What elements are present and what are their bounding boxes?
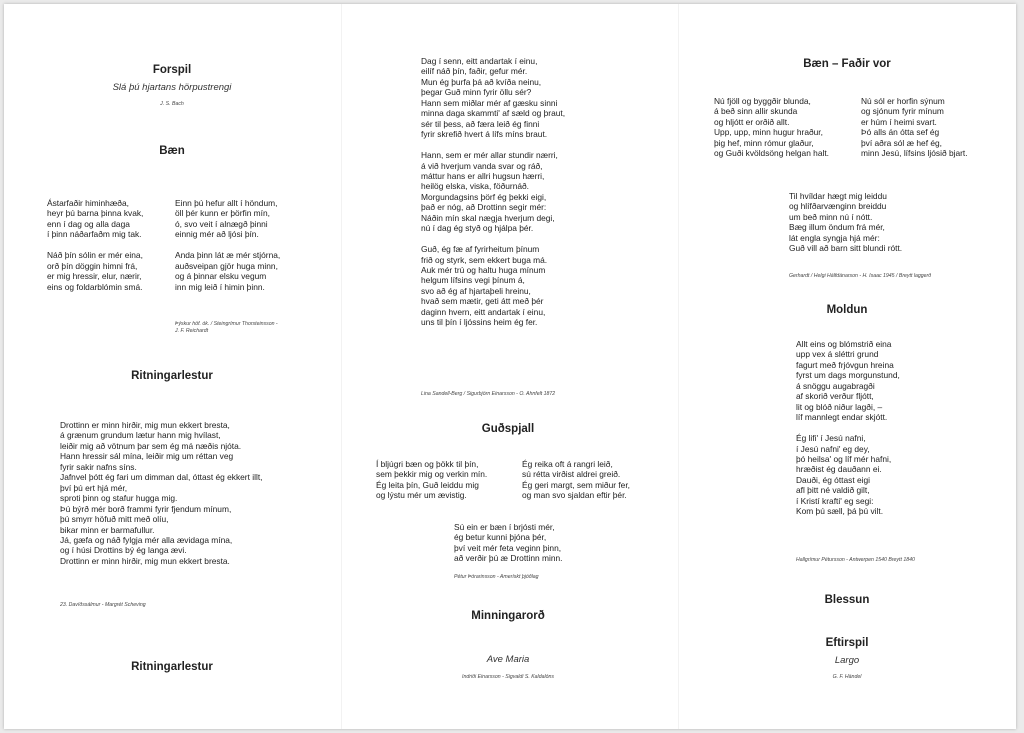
verse-line: Guð, ég fæ af fyrirheitum þínum (421, 244, 540, 255)
fold-line-left (341, 4, 342, 729)
gudspjall-verse-stanza3 (454, 522, 562, 564)
verse-line: sú rétta virðist aldrei greið. (522, 469, 621, 480)
verse-line: á grænum grundum lætur hann mig hvílast, (60, 430, 221, 441)
ritning1-credit: 23. Davíðssálmur - Margrét Scheving (60, 602, 146, 608)
verse-stanza (796, 433, 900, 517)
verse-line: það er nóg, að Drottinn segir mér: (421, 202, 547, 213)
verse-line: Í bljúgri bæn og þökk til þín, (376, 459, 479, 469)
verse-line: enn í dag og alla daga (47, 218, 130, 229)
verse-line: Morgundagsins þörf ég þekki eigi, (421, 191, 547, 202)
verse-line: fyrir skrefið hvert á lífs míns braut. (421, 129, 548, 140)
verse-line: Einn þú hefur allt í höndum, (175, 198, 278, 208)
verse-line: leiðir mig að vötnum þar sem ég má næðis njóta. (60, 440, 242, 451)
verse-line: Já, gæfa og náð fylgja mér alla ævidaga mína, (60, 534, 233, 545)
verse-line: að verðir þú æ Drottinn minn. (454, 553, 563, 564)
verse-line: sér til þess, að færa leið ég finni (421, 118, 540, 129)
verse-line: þú smyrr höfuð mitt með olíu, (60, 514, 169, 525)
verse-line: Dag í senn, eitt andartak í einu, (421, 56, 538, 66)
verse-line: og í húsi Drottins bý ég langa ævi. (60, 545, 187, 556)
verse-line: frið og styrk, sem ekkert buga má. (421, 254, 548, 265)
forspil-credit: J. S. Bach (160, 101, 184, 107)
fadir-vor-verse-col1 (714, 96, 829, 159)
verse-line: upp vex á sléttri grund (796, 349, 879, 360)
verse-stanza (175, 250, 280, 292)
ritning2-title: Ritningarlestur (131, 661, 213, 673)
fadir-vor-credit: Gerhardt / Helgi Hálfdánarson - H. Isaac 1945 / Breytt laggerð (789, 273, 932, 279)
baen-verse-col1 (47, 198, 143, 292)
hymn-credit: Lina Sandell-Berg / Sigurbjörn Einarsson - O. Ahnfelt 1872 (421, 391, 556, 397)
baen-verse-col2 (175, 198, 280, 292)
verse-line: hræðist ég dauðann ei. (796, 464, 882, 475)
verse-line: Drottinn er minn hirðir, mig mun ekkert bresta. (60, 555, 230, 566)
verse-line: Guð vill að barn sitt blundi rótt. (789, 243, 903, 254)
verse-line: Drottinn er minn hirðir, mig mun ekkert bresta, (60, 420, 230, 430)
ritning1-text (60, 420, 263, 566)
gudspjall-verse-col2 (522, 459, 630, 501)
verse-line: daginn hvern, eitt andartak í einu, (421, 306, 546, 317)
minning-subtitle: Ave Maria (486, 654, 530, 665)
verse-line: af skorið verður fljótt, (796, 391, 874, 402)
verse-line: Dauði, ég óttast eigi (796, 474, 871, 485)
baen-credit-line2: J. F. Reichardt (175, 328, 209, 334)
verse-line: um beð minn nú í nótt. (789, 211, 873, 222)
verse-line: eins og foldarblómin smá. (47, 281, 143, 292)
eftirspil-title: Eftirspil (825, 637, 869, 649)
verse-line: Náðin mín skal nægja hverjum degi, (421, 212, 555, 223)
verse-line: í Kristí krafti' eg segi: (796, 495, 874, 506)
verse-line: og hljótt er orðið allt. (714, 116, 790, 127)
verse-line: Auk mér trú og haltu huga mínum (421, 265, 546, 276)
verse-line: ég betur kunni þjóna þér, (454, 532, 547, 543)
verse-line: og Guði kvöldsöng helgan halt. (714, 148, 830, 159)
gudspjall-title: Guðspjall (481, 423, 535, 435)
verse-line: því þú ert hjá mér, (60, 482, 128, 493)
moldun-credit: Hallgrímur Pétursson - Antwerpen 1540 Breytt 1840 (796, 557, 915, 563)
verse-line: er húm í heimi svart. (861, 116, 937, 127)
verse-line: sproti þinn og stafur hugga mig. (60, 493, 178, 504)
verse-line: heilög elska, viska, föðurnáð. (421, 181, 530, 192)
verse-line: ó, svo veit í alnægð þinni (175, 218, 268, 229)
verse-line: eilíf náð þín, faðir, gefur mér. (421, 66, 528, 77)
verse-line: helgum lífsins vegi þínum á, (421, 275, 525, 286)
verse-line: fyrst um dags morgunstund, (796, 370, 900, 381)
minning-credit: Indriði Einarsson - Sigvaldi S. Kaldalóns (462, 674, 554, 680)
verse-line: nú í dag ég styð og hjálpa þér. (421, 223, 534, 234)
eftirspil-credit: G. F. Händel (832, 674, 862, 680)
verse-stanza (175, 198, 280, 240)
verse-line: sem þekkir mig og verkin mín. (376, 469, 488, 480)
gudspjall-verse-col1 (376, 459, 487, 501)
fold-line-right (678, 4, 679, 729)
verse-line: bikar minn er barmafullur. (60, 524, 155, 535)
forspil-subtitle: Slá þú hjartans hörpustrengi (112, 82, 232, 93)
verse-line: Mun ég þurfa þá að kvíða neinu, (421, 76, 542, 87)
verse-line: þegar Guð minn fyrir öllu sér? (421, 87, 532, 98)
verse-line: í þinn náðarfaðm mig tak. (47, 229, 142, 240)
verse-line: og hlífðarvænginn breiddu (789, 201, 887, 212)
verse-line: Náð þín sólin er mér eina, (47, 250, 143, 261)
verse-line: Hann, sem er mér allar stundir nærri, (421, 150, 558, 161)
verse-line: á beð sinn allir skunda (714, 106, 798, 117)
verse-line: Ég geri margt, sem miður fer, (522, 479, 630, 490)
verse-line: minn Jesú, lífsins ljósið bjart. (861, 148, 968, 159)
verse-line: Sú ein er bæn í brjósti mér, (454, 522, 555, 532)
verse-line: Hann hressir sál mína, leiðir mig um réttan veg (60, 451, 234, 462)
verse-line: því veit mér feta veginn þinn, (454, 542, 562, 553)
baen-credit-line1: Þýskur höf. ók. / Steingrímur Thorsteinsson - (175, 321, 278, 327)
moldun-verse (796, 339, 900, 517)
verse-line: lit og blóð niður lagði, – (796, 401, 883, 412)
moldun-title: Moldun (826, 304, 868, 316)
verse-line: minna daga skammti' af sæld og þraut, (421, 108, 566, 119)
verse-line: og sjónum fyrir mínum (861, 106, 944, 117)
verse-line: er mig hressir, elur, nærir, (47, 271, 142, 282)
verse-stanza (796, 339, 900, 423)
verse-line: á við hverjum vanda svar og ráð, (421, 160, 543, 171)
verse-line: Til hvíldar hægt mig leiddu (789, 191, 887, 201)
verse-line: inn mig leið í himin þinn. (175, 281, 265, 292)
fadir-vor-verse-col2 (861, 96, 968, 159)
verse-line: Ég reika oft á rangri leið, (522, 459, 613, 469)
verse-stanza (421, 244, 565, 328)
verse-line: Upp, upp, minn hugur hraður, (714, 127, 823, 138)
verse-line: svo að ég af hjartaþeli hreinu, (421, 285, 531, 296)
fadir-vor-title: Bæn – Faðir vor (803, 58, 891, 70)
verse-line: Ástarfaðir himinhæða, (47, 198, 129, 208)
verse-line: Nú fjöll og byggðir blunda, (714, 96, 811, 106)
verse-line: Nú sól er horfin sýnum (861, 96, 945, 106)
fadir-vor-verse-stanza3 (789, 191, 902, 254)
verse-line: Þú býrð mér borð frammi fyrir fjendum mínum, (60, 503, 232, 514)
verse-line: á snöggu augabragði (796, 380, 875, 391)
verse-line: og lýstu mér um ævistig. (376, 490, 467, 501)
verse-line: þig hef, minn rómur glaður, (714, 137, 814, 148)
verse-line: afl þitt né valdið gilt, (796, 485, 870, 496)
baen-title: Bæn (159, 145, 185, 157)
verse-line: Ég leita þín, Guð leiddu mig (376, 479, 479, 490)
program-sheet (4, 4, 1016, 729)
verse-line: Jafnvel þótt ég fari um dimman dal, óttast ég ekkert illt, (60, 472, 263, 483)
verse-line: Kom þú sæll, þá þú vilt. (796, 506, 884, 517)
verse-line: lát engla syngja hjá mér: (789, 232, 880, 243)
verse-line: Anda þinn lát æ mér stjórna, (175, 250, 281, 261)
verse-line: orð þín döggin himni frá, (47, 260, 138, 271)
verse-line: öll þér kunn er þörfin mín, (175, 208, 270, 219)
verse-line: þó heilsa' og líf mér hafni, (796, 453, 892, 464)
verse-line: auðsveipan gjör huga minn, (175, 260, 278, 271)
verse-line: Hann sem miðlar mér af gæsku sinni (421, 97, 558, 108)
verse-line: fyrir sakir nafns síns. (60, 461, 137, 472)
verse-line: Þó alls án ótta sef ég (861, 127, 940, 138)
verse-line: Ég lifi' í Jesú nafni, (796, 433, 866, 444)
verse-line: því aðra sól æ hef ég, (861, 137, 943, 148)
verse-line: og á þinnar elsku vegum (175, 271, 267, 282)
verse-line: heyr þú barna þinna kvak, (47, 208, 144, 219)
verse-line: Bæg illum öndum frá mér, (789, 222, 885, 233)
verse-line: uns til þín í ljóssins heim ég fer. (421, 317, 538, 328)
gudspjall-credit: Pétur Þórarinsson - Amerískt þjóðlag (454, 574, 539, 580)
verse-line: líf mannlegt endar skjótt. (796, 412, 888, 423)
verse-stanza (421, 56, 565, 140)
forspil-title: Forspil (152, 64, 192, 76)
verse-stanza (47, 250, 143, 292)
blessun-title: Blessun (824, 594, 870, 606)
verse-line: máttur hans er allri hugsun hærri, (421, 170, 545, 181)
eftirspil-subtitle: Largo (834, 655, 860, 666)
verse-line: einnig mér að ljósi þín. (175, 229, 259, 240)
verse-line: í Jesú nafni' eg dey, (796, 443, 870, 454)
verse-stanza (421, 150, 565, 234)
minning-title: Minningarorð (471, 610, 545, 622)
verse-line: hvað sem mætir, geti átt með þér (421, 296, 544, 307)
verse-line: fagurt með frjóvgun hreina (796, 359, 894, 370)
verse-line: Allt eins og blómstrið eina (796, 339, 892, 349)
ritning1-title: Ritningarlestur (131, 370, 213, 382)
hymn-verse (421, 56, 565, 328)
verse-stanza (47, 198, 143, 240)
verse-line: og man svo sjaldan eftir þér. (522, 490, 627, 501)
